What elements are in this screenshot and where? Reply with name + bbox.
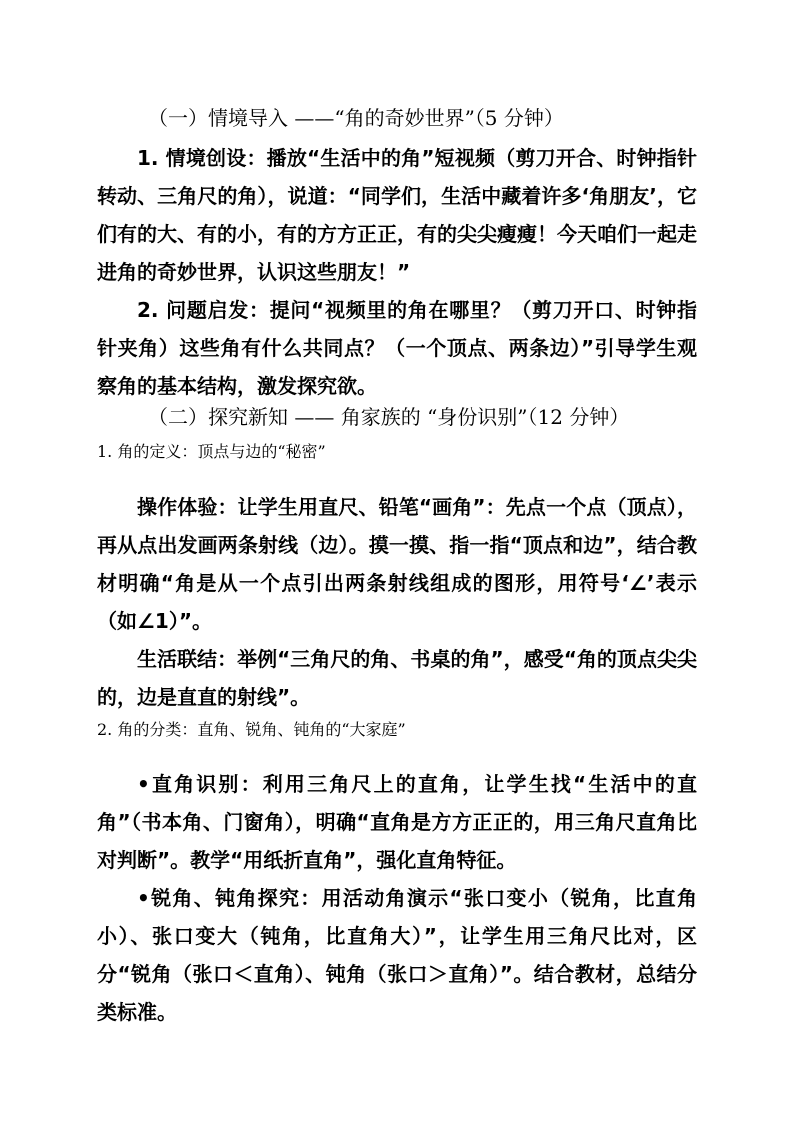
angle-definition-title: 1. 角的定义：顶点与边的“秘密”	[97, 442, 326, 461]
life-connection-paragraph: 生活联结：举例“三角尺的角、书桌的角”，感受“角的顶点尖尖的，边是直直的射线”。	[97, 647, 697, 709]
section2-heading: （二）探究新知 —— 角家族的 “身份识别”（12 分钟）	[148, 405, 630, 429]
angle-classification-title: 2. 角的分类：直角、锐角、钝角的“大家庭”	[97, 720, 406, 739]
right-angle-paragraph: •直角识别：利用三角尺上的直角，让学生找“生活中的直角”（书本角、门窗角），明确“直角是方方正正的，用三角尺直角比对判断”。教学“用纸折直角”，强化直角特征。	[97, 772, 697, 872]
situation-creation-paragraph: 1. 情境创设：播放“生活中的角”短视频（剪刀开合、时钟指针转动、三角尺的角），说道：“同学们，生活中藏着许多‘角朋友’，它们有的大、有的小，有的方方正正，有的尖尖瘦瘦！今天咱们一起走进角的奇妙世界，认识这些朋友！”	[97, 146, 697, 284]
acute-obtuse-paragraph: •锐角、钝角探究：用活动角演示“张口变小（锐角，比直角小）、张口变大（钝角，比直角大）”，让学生用三角尺比对，区分“锐角（张口＜直角）、钝角（张口＞直角）”。结合教材，总结分类标准。	[97, 886, 697, 1024]
section1-heading: （一）情境导入 ——“角的奇妙世界”（5 分钟）	[148, 106, 564, 130]
operation-experience-paragraph: 操作体验：让学生用直尺、铅笔“画角”：先点一个点（顶点），再从点出发画两条射线（边）。摸一摸、指一指“顶点和边”，结合教材明确“角是从一个点引出两条射线组成的图形，用符号‘∠’表示（如∠1）”。	[97, 495, 697, 633]
question-paragraph: 2. 问题启发：提问“视频里的角在哪里？（剪刀开口、时钟指针夹角）这些角有什么共同点？（一个顶点、两条边）”引导学生观察角的基本结构，激发探究欲。	[97, 298, 697, 398]
